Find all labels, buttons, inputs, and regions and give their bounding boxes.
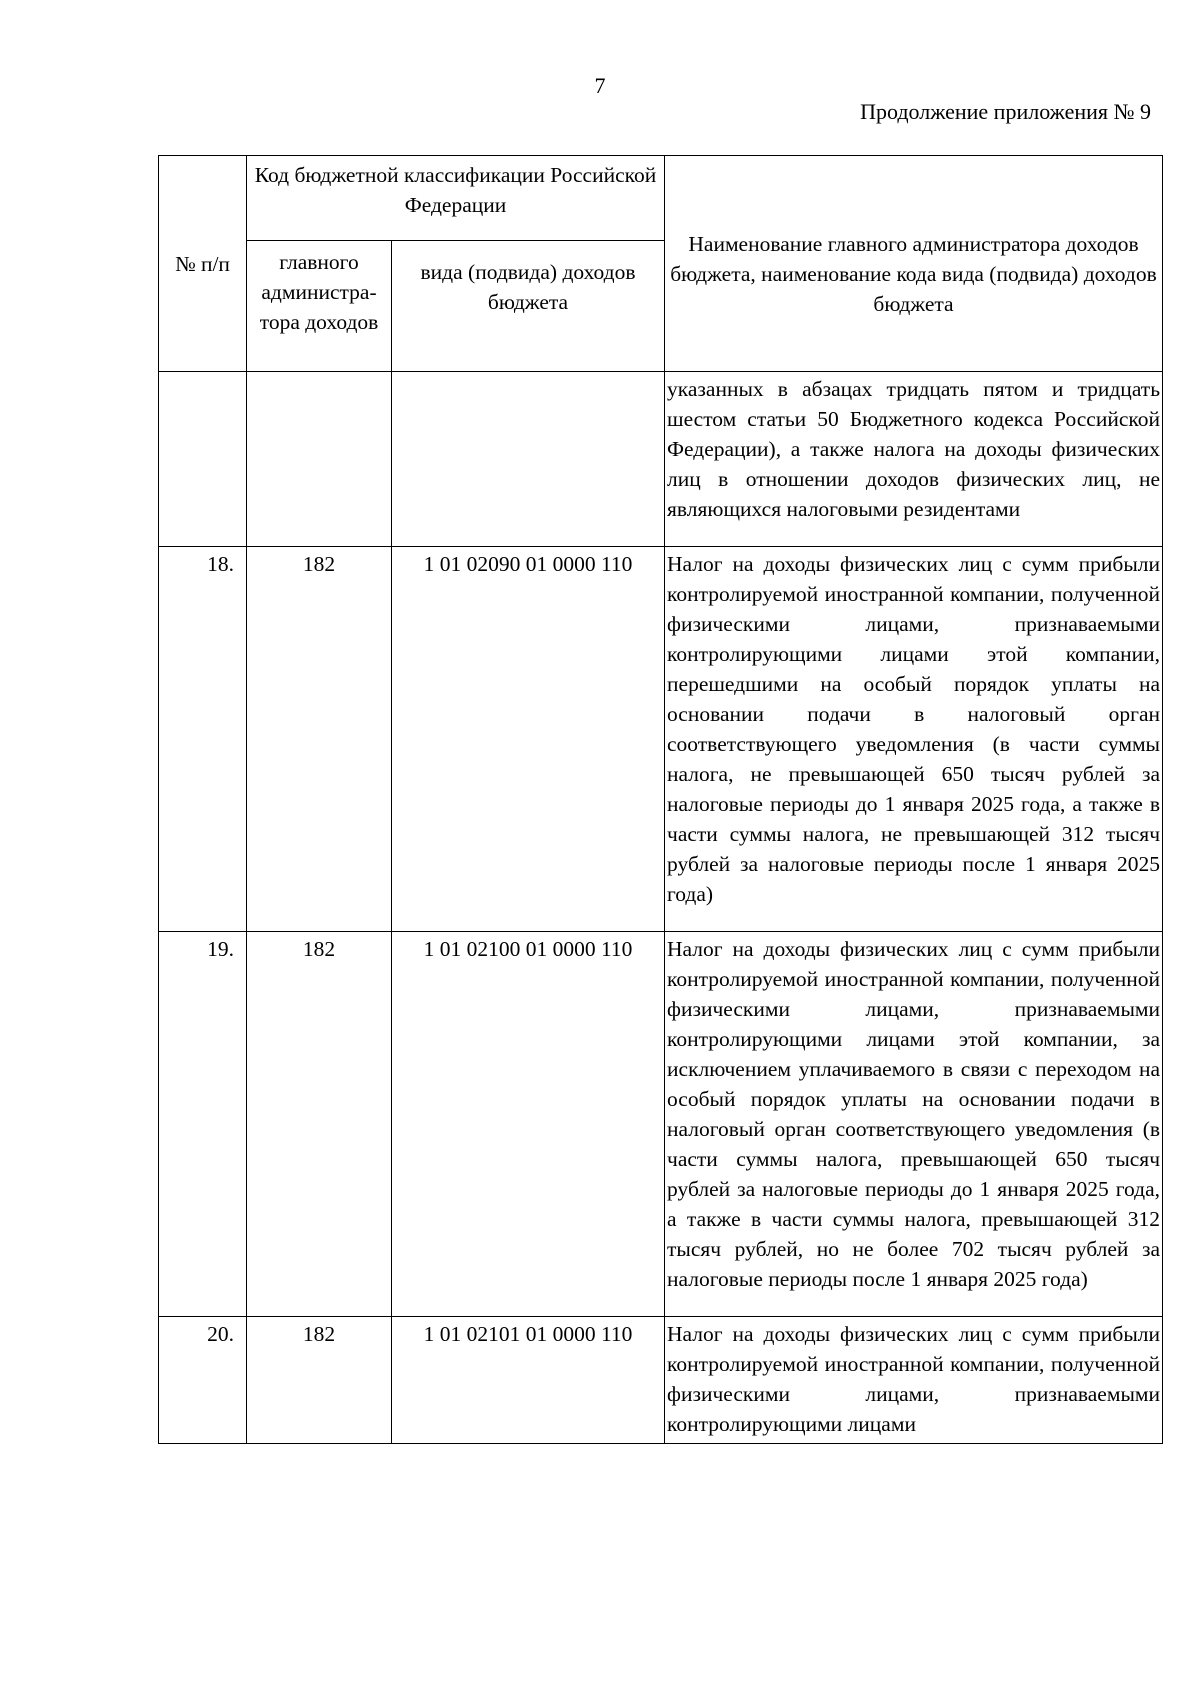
header-income-type: вида (подвида) доходов бюджета (392, 241, 665, 372)
row-income-code: 1 01 02090 01 0000 110 (392, 547, 665, 932)
header-number: № п/п (159, 156, 247, 372)
header-admin: главного администра-тора доходов (247, 241, 392, 372)
header-name: Наименование главного администратора доходов бюджета, наименование кода вида (подвида) доходов бюджета (665, 156, 1163, 372)
row-income-code: 1 01 02101 01 0000 110 (392, 1317, 665, 1444)
continuation-label: Продолжение приложения № 9 (860, 99, 1151, 124)
row-number (159, 372, 247, 547)
table-row (159, 932, 1163, 1317)
budget-classification-table (158, 155, 1163, 1444)
row-name: Налог на доходы физических лиц с сумм прибыли контролируемой иностранной компании, полученной физическими лицами, признаваемыми контролирующими лицами этой компании, за исключением уплачиваемого в связи с переходом на особый порядок уплаты на основании подачи в налоговый орган соответствующего уведомления (в части суммы налога, превышающей 650 тысяч рублей за налоговые периоды до 1 января 2025 года, а также в части суммы налога, превышающей 312 тысяч рублей, но не более 702 тысяч рублей за налоговые периоды после 1 января 2025 года) (665, 932, 1163, 1317)
table-row (159, 547, 1163, 932)
row-admin-code: 182 (247, 932, 392, 1317)
table-row (159, 372, 1163, 547)
row-income-code (392, 372, 665, 547)
row-name: указанных в абзацах тридцать пятом и тридцать шестом статьи 50 Бюджетного кодекса Российской Федерации), а также налога на доходы физических лиц в отношении доходов физических лиц, не являющихся налоговыми резидентами (665, 372, 1163, 547)
row-admin-code: 182 (247, 1317, 392, 1444)
table-row (159, 1317, 1163, 1444)
row-admin-code: 182 (247, 547, 392, 932)
row-number: 20. (159, 1317, 247, 1444)
row-income-code: 1 01 02100 01 0000 110 (392, 932, 665, 1317)
row-number: 19. (159, 932, 247, 1317)
header-row-top (159, 156, 1163, 241)
header-code-group: Код бюджетной классификации Российской Федерации (247, 156, 665, 241)
row-admin-code (247, 372, 392, 547)
row-name: Налог на доходы физических лиц с сумм прибыли контролируемой иностранной компании, полученной физическими лицами, признаваемыми контролирующими лицами этой компании, перешедшими на особый порядок уплаты на основании подачи в налоговый орган соответствующего уведомления (в части суммы налога, не превышающей 650 тысяч рублей за налоговые периоды до 1 января 2025 года, а также в части суммы налога, не превышающей 312 тысяч рублей за налоговые периоды после 1 января 2025 года) (665, 547, 1163, 932)
page-number: 7 (594, 73, 606, 98)
row-name: Налог на доходы физических лиц с сумм прибыли контролируемой иностранной компании, полученной физическими лицами, признаваемыми контролирующими лицами (665, 1317, 1163, 1444)
row-number: 18. (159, 547, 247, 932)
